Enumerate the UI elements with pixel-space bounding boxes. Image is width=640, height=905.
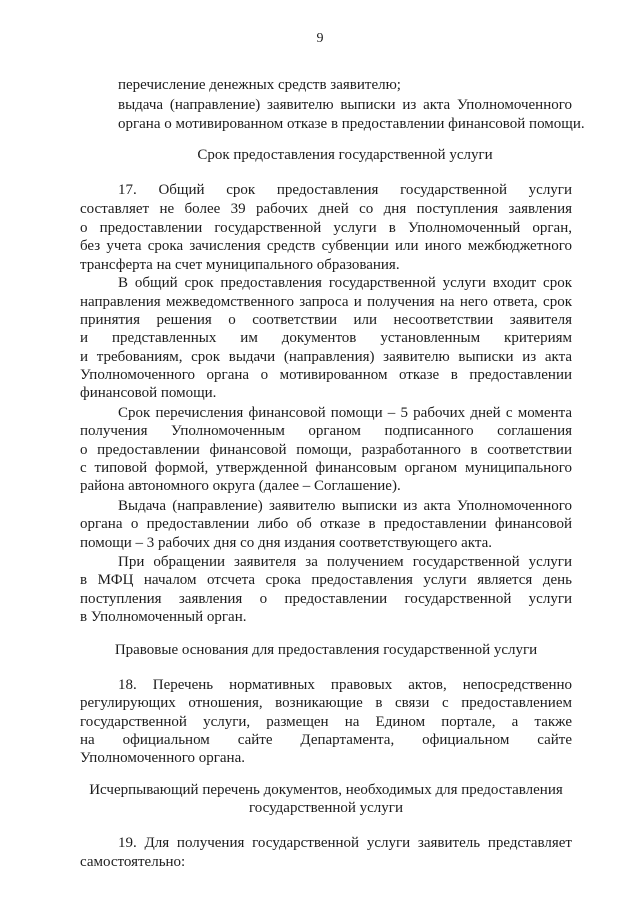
text-line: трансферта на счет муниципального образования. <box>80 257 400 273</box>
text-line: 17. Общий срок предоставления государственной услуги <box>118 182 572 198</box>
text-line: и требованиям, срок выдачи (направления) заявителю выписки из акта <box>80 349 572 365</box>
text-line: в Уполномоченный орган. <box>80 609 247 625</box>
text-line: о предоставлении государственной услуги в Уполномоченный орган, <box>80 220 572 236</box>
section-heading: Исчерпывающий перечень документов, необходимых для предоставления <box>89 782 563 798</box>
text-line: поступления заявления о предоставлении государственной услуги <box>80 591 572 607</box>
text-line: о предоставлении финансовой помощи, разработанного в соответствии <box>80 442 572 458</box>
text-line: с типовой формой, утвержденной финансовым органом муниципального <box>80 460 572 476</box>
page-number: 9 <box>316 31 324 46</box>
text-line: получения Уполномоченным органом подписанного соглашения <box>80 423 572 439</box>
text-line: При обращении заявителя за получением государственной услуги <box>118 554 572 570</box>
text-line: Срок перечисления финансовой помощи – 5 рабочих дней с момента <box>118 405 572 421</box>
text-line: В общий срок предоставления государственной услуги входит срок <box>118 275 572 291</box>
text-line: на официальном сайте Департамента, официальном сайте <box>80 732 572 748</box>
text-line: органа о мотивированном отказе в предоставлении финансовой помощи. <box>118 116 585 132</box>
text-line: регулирующих отношения, возникающие в связи с предоставлением <box>80 695 572 711</box>
text-line: района автономного округа (далее – Соглашение). <box>80 478 401 494</box>
text-line: Выдача (направление) заявителю выписки из акта Уполномоченного <box>118 498 572 514</box>
text-line: финансовой помощи. <box>80 385 217 401</box>
text-line: принятия решения о соответствии или несоответствии заявителя <box>80 312 572 328</box>
text-line: составляет не более 39 рабочих дней со дня поступления заявления <box>80 201 572 217</box>
text-line: самостоятельно: <box>80 854 186 870</box>
section-heading: государственной услуги <box>249 800 403 816</box>
text-line: в МФЦ началом отсчета срока предоставления услуги является день <box>80 572 572 588</box>
text-line: государственной услуги, размещен на Едином портале, а также <box>80 714 572 730</box>
text-line: без учета срока зачисления средств субвенции или иного межбюджетного <box>80 238 572 254</box>
text-line: органа о предоставлении либо об отказе в предоставлении финансовой <box>80 516 572 532</box>
text-line: и представленных им документов установленным критериям <box>80 330 572 346</box>
text-line: выдача (направление) заявителю выписки из акта Уполномоченного <box>118 97 572 113</box>
section-heading: Правовые основания для предоставления государственной услуги <box>114 642 538 658</box>
text-line: 19. Для получения государственной услуги заявитель представляет <box>118 835 572 851</box>
text-line: 18. Перечень нормативных правовых актов, непосредственно <box>118 677 572 693</box>
section-heading: Срок предоставления государственной услуги <box>197 147 493 163</box>
text-line: направления межведомственного запроса и получения на него ответа, срок <box>80 294 572 310</box>
text-line: Уполномоченного органа о мотивированном отказе в предоставлении <box>80 367 572 383</box>
text-line: перечисление денежных средств заявителю; <box>118 77 401 93</box>
text-line: помощи – 3 рабочих дня со дня издания соответствующего акта. <box>80 535 493 551</box>
text-line: Уполномоченного органа. <box>80 750 245 766</box>
